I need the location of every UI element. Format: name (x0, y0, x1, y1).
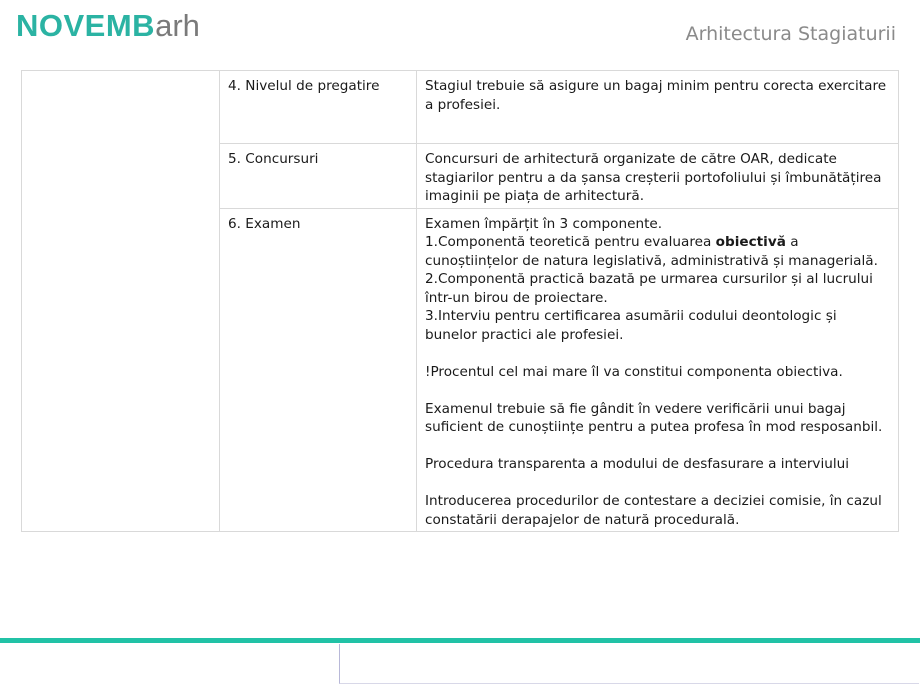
logo-main-text: NOVEMB (16, 8, 156, 43)
logo-suffix-text: arh (155, 8, 200, 43)
spacer (425, 344, 890, 363)
content-table (21, 70, 899, 532)
exam-item-1-bold: obiectivă (715, 234, 786, 250)
row-description (417, 208, 899, 532)
spacer (425, 381, 890, 400)
exam-note-1: !Procentul cel mai mare îl va constitui componenta obiectiva. (425, 363, 843, 380)
exam-note-2: Examenul trebuie să fie gândit în vedere verificării unui bagaj suficient de cunoștiințe pentru a putea profesa în mod resposanbil. (425, 400, 883, 435)
exam-item-3: 3.Interviu pentru certificarea asumării codului deontologic și bunelor practici ale profesiei. (425, 308, 837, 343)
exam-item-2: 2.Componentă practică bazată pe urmarea cursurilor și al lucrului într-un birou de proiectare. (425, 271, 873, 306)
exam-item-1-end: a cunoștiințelor de natura legislativă, administrativă și managerială. (425, 234, 878, 269)
page-title: Arhitectura Stagiaturii (685, 23, 896, 45)
exam-item-1-start: 1.Componentă teoretică pentru evaluarea (425, 234, 716, 250)
description-text: Concursuri de arhitectură organizate de către OAR, dedicate stagiarilor pentru a da șansa creșterii portofoliului și îmbunătățirea imaginii pe piața de arhitectură. (425, 151, 882, 204)
row-description (417, 71, 899, 144)
description-text: Stagiul trebuie să asigure un bagaj minim pentru corecta exercitare a profesiei. (425, 78, 887, 113)
row-label: 6. Examen (220, 208, 417, 532)
row-label: 5. Concursuri (220, 144, 417, 209)
footer-accent-bar (0, 638, 920, 643)
empty-first-column-cell (22, 71, 220, 532)
exam-note-3: Procedura transparenta a modului de desfasurare a interviului (425, 456, 850, 472)
brand-logo (16, 10, 200, 41)
spacer (425, 437, 890, 456)
table-row (22, 71, 899, 144)
row-label: 4. Nivelul de pregatire (220, 71, 417, 144)
exam-note-4: Introducerea procedurilor de contestare a deciziei comisie, în cazul constatării derapajelor de natură procedurală. (425, 493, 882, 528)
footer-box (339, 644, 919, 684)
row-description (417, 144, 899, 209)
exam-item-1 (425, 233, 890, 270)
spacer (425, 474, 890, 493)
exam-intro: Examen împărțit în 3 componente. (425, 215, 663, 232)
